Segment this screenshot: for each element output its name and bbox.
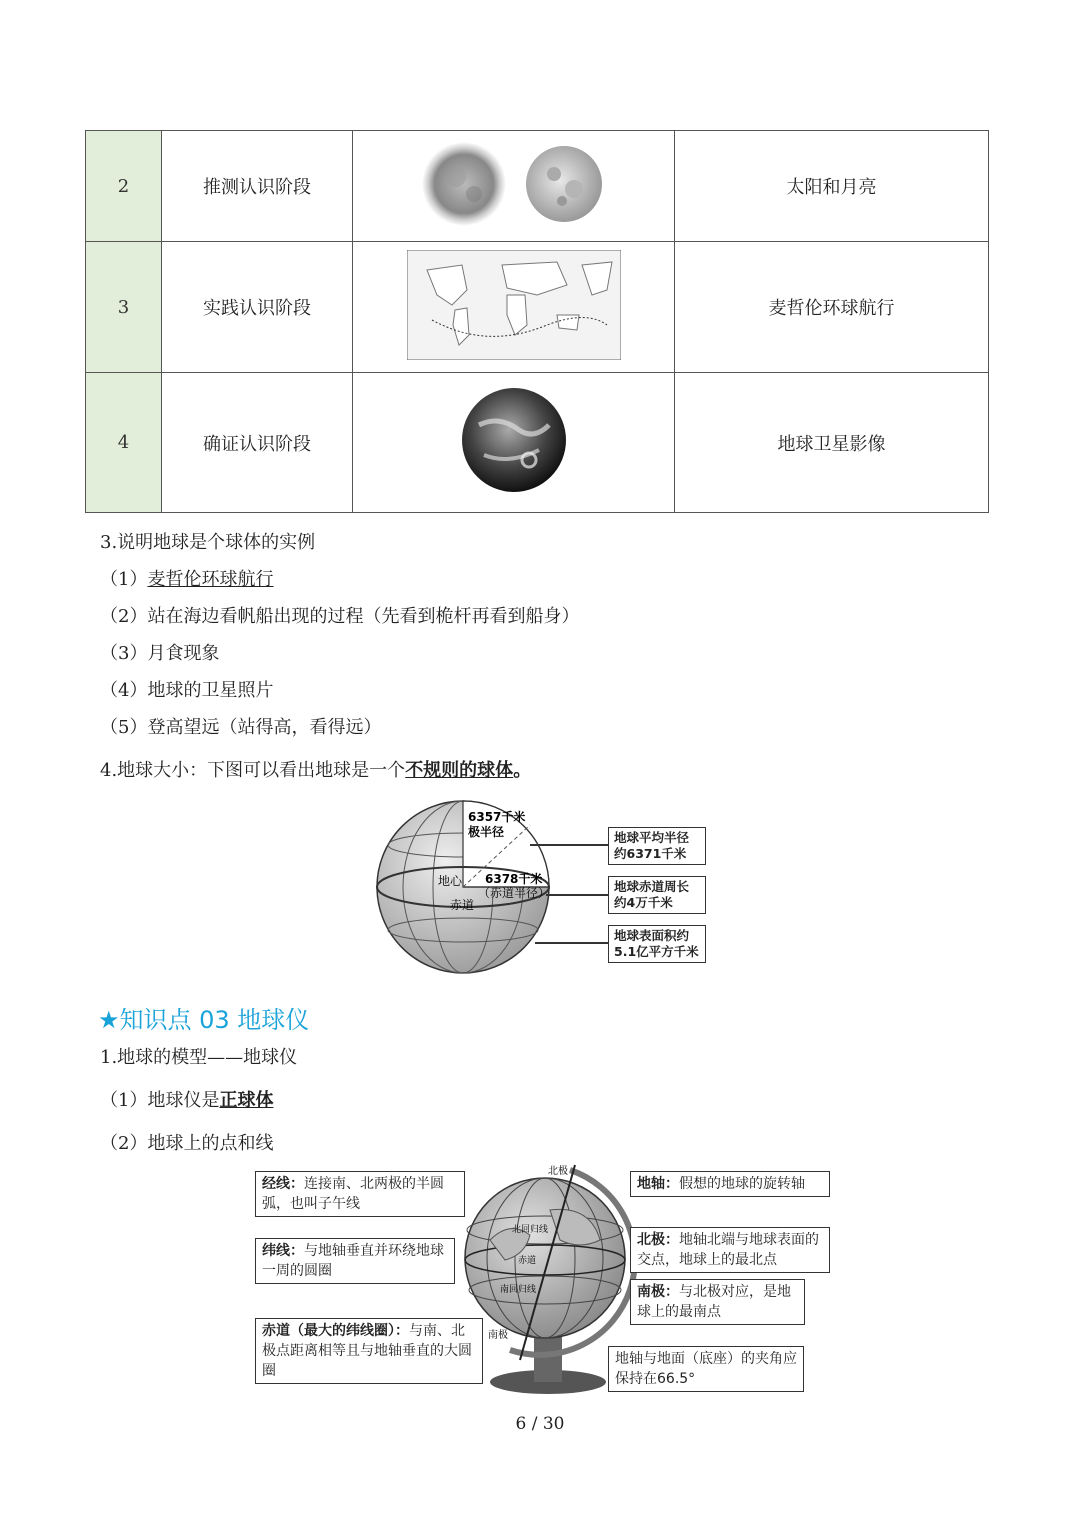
globe-sphere-line: （1）地球仪是正球体	[100, 1090, 274, 1111]
parallel-note: 纬线：与地轴垂直并环绕地球一周的圆圈	[255, 1238, 455, 1284]
south-pole-label: 南极	[488, 1330, 508, 1341]
sun-moon-image	[353, 131, 675, 242]
axis-angle-note: 地轴与地面（底座）的夹角应保持在66.5°	[608, 1346, 804, 1392]
stages-table	[85, 130, 989, 513]
list-item: （1）麦哲伦环球航行	[100, 569, 274, 590]
stage-name: 确证认识阶段	[162, 373, 353, 513]
stage-name: 推测认识阶段	[162, 131, 353, 242]
equatorial-radius-value: 6378千米	[485, 872, 543, 886]
south-pole-note: 南极：与北极对应，是地球上的最南点	[630, 1279, 805, 1325]
world-map-illustration	[407, 250, 621, 360]
meridian-note: 经线：连接南、北两极的半圆弧，也叫子午线	[255, 1171, 465, 1217]
table-row	[86, 373, 989, 513]
list-item: （4）地球的卫星照片	[100, 680, 274, 701]
section4-line: 4.地球大小：下图可以看出地球是一个不规则的球体。	[100, 760, 532, 781]
stage-description: 地球卫星影像	[675, 373, 989, 513]
equatorial-radius-label: （赤道半径）	[478, 886, 551, 900]
mean-radius-box: 地球平均半径 约6371千米	[608, 827, 706, 865]
stage-description: 太阳和月亮	[675, 131, 989, 242]
sun-moon-illustration	[414, 139, 614, 229]
row-number: 2	[86, 131, 162, 242]
world-map-image	[353, 242, 675, 373]
list-item: （5）登高望远（站得高，看得远）	[100, 717, 382, 738]
equator-note: 赤道（最大的纬线圈）：与南、北极点距离相等且与地轴垂直的大圆圈	[255, 1318, 483, 1384]
equator-label: 赤道	[450, 898, 475, 912]
page-number: 6 / 30	[515, 1414, 565, 1434]
polar-radius-value: 6357千米	[468, 810, 526, 824]
globe-model-line: 1.地球的模型——地球仪	[100, 1047, 298, 1068]
polar-radius-label: 极半径	[468, 825, 505, 839]
list-item: （3）月食现象	[100, 643, 220, 664]
north-pole-note: 北极：地轴北端与地球表面的交点，地球上的最北点	[630, 1227, 830, 1273]
axis-note: 地轴：假想的地球的旋转轴	[630, 1171, 830, 1197]
stage-description: 麦哲伦环球航行	[675, 242, 989, 373]
surface-area-box: 地球表面积约 5.1亿平方千米	[608, 925, 706, 963]
earth-satellite-illustration	[459, 385, 569, 495]
equator-globe-label: 赤道	[518, 1256, 537, 1266]
section-heading: ★知识点 03 地球仪	[98, 1006, 310, 1034]
circumference-box: 地球赤道周长 约4万千米	[608, 876, 706, 914]
underlined-text: 麦哲伦环球航行	[147, 569, 274, 590]
tropic-cancer-label: 北回归线	[512, 1225, 549, 1235]
north-pole-label: 北极	[548, 1166, 568, 1177]
list-item: （2）站在海边看帆船出现的过程（先看到桅杆再看到船身）	[100, 606, 580, 627]
table-row	[86, 131, 989, 242]
earth-center-label: 地心	[438, 874, 463, 888]
irregular-sphere-highlight: 不规则的球体	[405, 760, 514, 781]
table-row	[86, 242, 989, 373]
section3-title: 3.说明地球是个球体的实例	[100, 532, 316, 553]
earth-satellite-image	[353, 373, 675, 513]
stage-name: 实践认识阶段	[162, 242, 353, 373]
points-lines-line: （2）地球上的点和线	[100, 1133, 274, 1154]
tropic-capricorn-label: 南回归线	[500, 1285, 537, 1295]
row-number: 4	[86, 373, 162, 513]
true-sphere-highlight: 正球体	[219, 1090, 274, 1111]
row-number: 3	[86, 242, 162, 373]
